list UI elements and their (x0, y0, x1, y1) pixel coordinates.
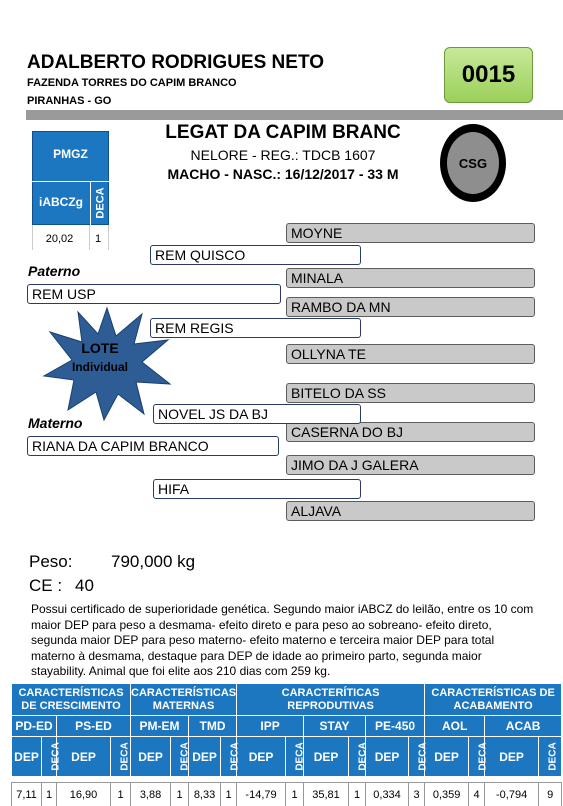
dep-table (11, 683, 562, 806)
pedigree-ggp-1: MOYNE (286, 223, 535, 243)
deca-label: DECA (539, 737, 562, 777)
deca-label: DECA (221, 737, 237, 777)
pedigree-dam-sire: NOVEL JS DA BJ (153, 404, 361, 424)
lote-badge-line1: LOTE (81, 340, 119, 356)
pmgz-label: PMGZ (53, 147, 88, 161)
dep-label: DEP (189, 737, 221, 777)
lote-badge-line2: Individual (71, 360, 128, 374)
dep-trait-header: PS-ED (57, 716, 131, 737)
pedigree-ggp-4: OLLYNA TE (286, 344, 535, 364)
dep-label: DEP (131, 737, 171, 777)
deca-value: 3 (409, 783, 425, 806)
dep-value: 35,81 (304, 783, 349, 806)
paterno-label: Paterno (28, 263, 81, 279)
pmgz-deca-value: 1 (94, 233, 102, 245)
dep-label: DEP (366, 737, 409, 777)
dep-label: DEP (237, 737, 286, 777)
deca-value: 1 (221, 783, 237, 806)
dep-trait-header: STAY (304, 716, 366, 737)
lot-number-badge: 0015 (444, 47, 533, 103)
materno-label: Materno (28, 415, 83, 431)
dep-value: 0,359 (425, 783, 469, 806)
deca-label: DECA (349, 737, 366, 777)
pedigree-dam: RIANA DA CAPIM BRANCO (27, 436, 279, 456)
weight-value: 790,000 kg (111, 552, 196, 571)
dep-label: DEP (57, 737, 111, 777)
pedigree-ggp-8: ALJAVA (286, 501, 535, 521)
dep-trait-header: IPP (237, 716, 304, 737)
dep-group-acabamento: CARACTERÍSTICAS DE ACABAMENTO (425, 684, 562, 716)
dep-label: DEP (425, 737, 469, 777)
deca-value: 4 (469, 783, 485, 806)
owner-name: ADALBERTO RODRIGUES NETO (27, 52, 324, 73)
dep-value: 0,334 (366, 783, 409, 806)
dep-trait-header: PE-450 (366, 716, 425, 737)
animal-description: Possui certificado de superioridade genética. Segundo maior iABCZ do leilão, entre os 10 com maior DEP para peso a desmama- efeito direto e para peso ao sobreano- efeito direto, segunda maior DEP para peso materno- efeito materno e terceira maior DEP para total materno à desmama, destaque para DEP de idade ao primeiro parto, segunda maior stayability. Animal que foi elite aos 210 dias com 259 kg. (31, 602, 534, 678)
dep-trait-header: TMD (189, 716, 237, 737)
pedigree-sire-sire: REM QUISCO (150, 245, 361, 265)
dep-group-reprodutivas: CARACTERÍTICAS REPRODUTIVAS (237, 684, 425, 716)
pedigree-ggp-3: RAMBO DA MN (286, 297, 535, 317)
animal-breed-registration: NELORE - REG.: TDCB 1607 (190, 147, 376, 163)
pedigree-ggp-5: BITELO DA SS (286, 383, 535, 403)
dep-value: 7,11 (12, 783, 42, 806)
ce-value: 40 (75, 576, 94, 595)
dep-value: -0,794 (485, 783, 539, 806)
weight-label: Peso: (29, 552, 73, 571)
animal-name: LEGAT DA CAPIM BRANC (165, 122, 401, 143)
deca-value: 1 (286, 783, 304, 806)
owner-farm: FAZENDA TORRES DO CAPIM BRANCO (27, 77, 237, 89)
dep-group-maternas: CARACTERÍSTICAS MATERNAS (131, 684, 237, 716)
animal-sex-birth: MACHO - NASC.: 16/12/2017 - 33 M (167, 166, 399, 182)
deca-label: DECA (469, 737, 485, 777)
deca-value: 1 (111, 783, 131, 806)
deca-label: DECA (286, 737, 304, 777)
deca-value: 1 (349, 783, 366, 806)
pedigree-sire: REM USP (27, 284, 281, 304)
deca-value: 9 (539, 783, 562, 806)
csg-badge: CSG (447, 132, 499, 194)
dep-trait-header: PD-ED (12, 716, 57, 737)
dep-trait-header: AOL (425, 716, 485, 737)
dep-trait-header: ACAB (485, 716, 562, 737)
dep-trait-header: PM-EM (131, 716, 189, 737)
dep-value: 8,33 (189, 783, 221, 806)
pedigree-dam-dam: HIFA (153, 479, 361, 499)
pedigree-sire-dam: REM REGIS (150, 318, 361, 338)
pedigree-ggp-2: MINALA (286, 268, 535, 288)
deca-label: DECA (42, 737, 57, 777)
deca-value: 1 (171, 783, 189, 806)
pmgz-deca-label: DECA (94, 187, 107, 219)
pmgz-divider-vertical (90, 182, 91, 225)
dep-value: 3,88 (131, 783, 171, 806)
ce-label: CE : (29, 576, 63, 595)
iabczg-value: 20,02 (45, 233, 74, 245)
owner-city: PIRANHAS - GO (27, 95, 112, 107)
pedigree-ggp-6: CASERNA DO BJ (286, 422, 535, 442)
dep-label: DEP (304, 737, 349, 777)
dep-group-crescimento: CARACTERÍSTICAS DE CRESCIMENTO (12, 684, 131, 716)
pedigree-ggp-7: JIMO DA J GALERA (286, 455, 535, 475)
header-divider (26, 110, 563, 120)
deca-label: DECA (171, 737, 189, 777)
dep-value: 16,90 (57, 783, 111, 806)
dep-value: -14,79 (237, 783, 286, 806)
pmgz-value-border (108, 225, 109, 250)
dep-label: DEP (485, 737, 539, 777)
deca-label: DECA (409, 737, 425, 777)
deca-label: DECA (111, 737, 131, 777)
dep-label: DEP (12, 737, 42, 777)
deca-value: 1 (42, 783, 57, 806)
iabczg-label: iABCZg (39, 195, 83, 209)
